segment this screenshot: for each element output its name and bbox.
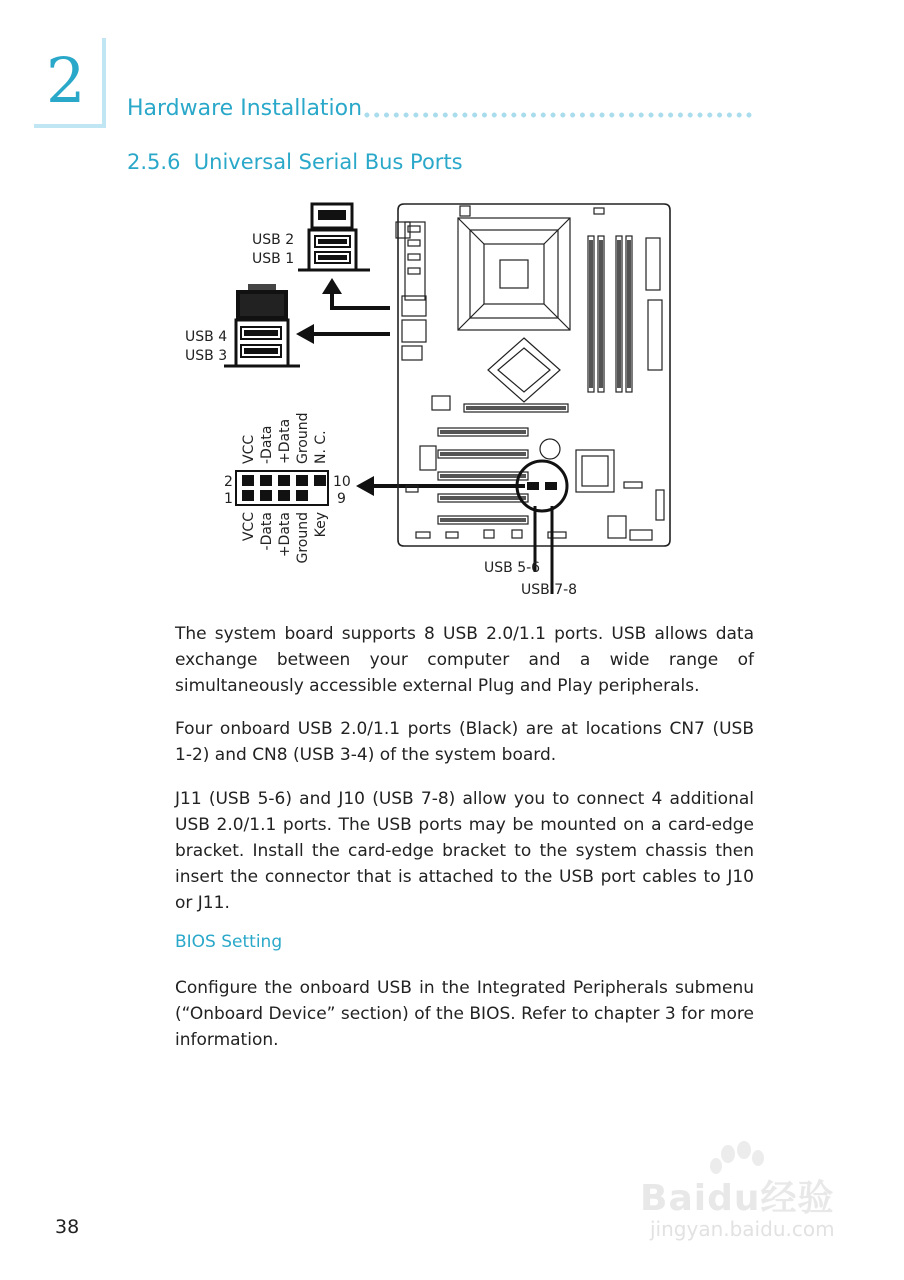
rear-usb-3-4-connector (224, 284, 300, 366)
pin-label-bottom-key: Key (313, 512, 329, 538)
pin-label-top-vcc: VCC (241, 434, 257, 464)
label-usb2: USB 2 (252, 232, 295, 248)
page-number: 38 (55, 1216, 80, 1238)
paragraph-onboard-ports: Four onboard USB 2.0/1.1 ports (Black) are at locations CN7 (USB 1-2) and CN8 (USB 3-4) of the system board. (175, 719, 754, 765)
section-name: Universal Serial Bus Ports (193, 150, 463, 174)
bios-setting-heading: BIOS Setting (175, 932, 283, 952)
pin-label-top-nc: N. C. (313, 430, 329, 464)
pin-label-top-ground: Ground (295, 412, 311, 464)
pin-number-9: 9 (337, 491, 346, 507)
watermark-brand: Baidu经验 (640, 1178, 835, 1219)
label-usb3: USB 3 (185, 348, 228, 364)
label-usb4: USB 4 (185, 329, 228, 345)
arrow-to-usb-3-4 (296, 324, 390, 344)
pin-number-2: 2 (224, 474, 233, 490)
paragraph-bios: Configure the onboard USB in the Integrated Peripherals submenu (“Onboard Device” section) of the BIOS. Refer to chapter 3 for more information. (175, 978, 754, 1050)
paragraph-intro: The system board supports 8 USB 2.0/1.1 ports. USB allows data exchange between your computer and a wide range of simultaneously accessible external Plug and Play peripherals. (175, 624, 754, 696)
label-usb1: USB 1 (252, 251, 295, 267)
label-usb56: USB 5-6 (484, 560, 541, 576)
arrow-to-pin-header (356, 476, 525, 496)
rear-usb-1-2-connector (298, 204, 370, 270)
arrow-to-usb-1-2 (322, 278, 390, 308)
pin-number-1: 1 (224, 491, 233, 507)
chapter-number: 2 (46, 44, 86, 117)
pin-label-top-plus-data: +Data (277, 418, 293, 464)
pin-label-bottom-vcc: VCC (241, 512, 257, 542)
usb-pin-header (236, 471, 328, 505)
paragraph-headers: J11 (USB 5-6) and J10 (USB 7-8) allow you to connect 4 additional USB 2.0/1.1 ports. The USB ports may be mounted on a card-edge bracket. Install the card-edge bracket to the system chassis then insert the connector that is attached to the USB port cables to J10 or J11. (175, 789, 754, 913)
pin-label-bottom-plus-data: +Data (277, 512, 293, 558)
pin-label-bottom-minus-data: -Data (259, 512, 275, 551)
label-usb78: USB 7-8 (521, 582, 578, 598)
pin-label-bottom-ground: Ground (295, 512, 311, 564)
pin-number-10: 10 (333, 474, 351, 490)
usb-ports-diagram (0, 0, 904, 620)
chapter-title: Hardware Installation (127, 96, 363, 121)
watermark-url: jingyan.baidu.com (650, 1217, 835, 1241)
pin-label-top-minus-data: -Data (259, 425, 275, 464)
section-number: 2.5.6 (127, 150, 181, 174)
